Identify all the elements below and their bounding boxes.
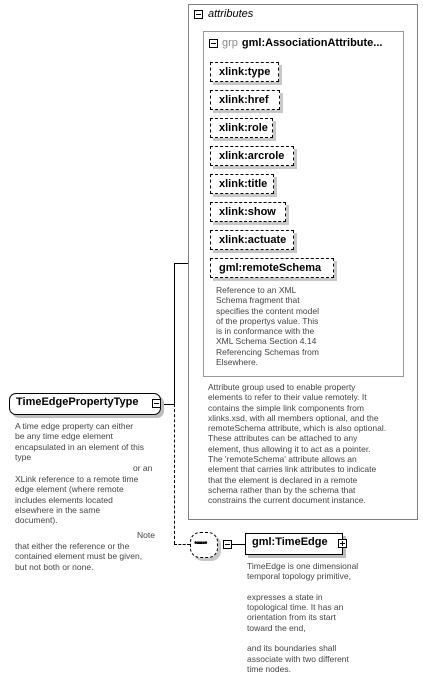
attribute-group-header[interactable]: [222, 37, 382, 49]
time-edge-expand-icon[interactable]: [338, 539, 347, 548]
root-doc-part5: that either the reference or the contained element must be given, but not both or none.: [15, 541, 143, 572]
attribute-group-name: gml:AssociationAttribute...: [241, 37, 383, 49]
root-doc-part2: or an: [133, 463, 153, 473]
root-doc-part1: A time edge property can either be any time edge element encapsulated in an element of this type: [15, 421, 145, 462]
attribute-xlink-href[interactable]: xlink:href: [210, 90, 280, 110]
time-edge-doc: TimeEdge is one dimensional temporal topology primitive, expresses a state in topological time. It has an orientation from its start toward the end, and its boundaries shall associate with two different time nodes.: [247, 561, 359, 674]
attributes-title: attributes: [208, 8, 254, 20]
attribute-xlink-type[interactable]: xlink:type: [210, 62, 279, 82]
connector-attr: [174, 263, 188, 264]
time-edge-property-type-name: TimeEdgePropertyType: [16, 396, 139, 408]
attribute-xlink-arcrole[interactable]: xlink:arcrole: [210, 146, 294, 166]
connector-seq-vertical: [174, 404, 175, 544]
time-edge-element-name: gml:TimeEdge: [252, 536, 328, 548]
connector-root: [162, 404, 174, 405]
sequence-icon: •▪▪▪•: [194, 538, 207, 549]
root-doc-part4: Note: [137, 530, 155, 540]
attributes-collapse-icon[interactable]: [194, 10, 203, 19]
connector-seq: [174, 544, 190, 545]
attribute-group-collapse-icon[interactable]: [209, 39, 218, 48]
attribute-xlink-actuate[interactable]: xlink:actuate: [210, 230, 294, 250]
attribute-gml-remoteschema[interactable]: gml:remoteSchema: [210, 258, 334, 278]
grp-keyword: grp: [222, 37, 238, 49]
connector-element: [232, 544, 245, 545]
attribute-xlink-role[interactable]: xlink:role: [210, 118, 273, 138]
remote-schema-doc: Reference to an XML Schema fragment that specifies the content model of the propertys value. This is in conformance with the XML Schema Section 4.14 Referencing Schemas from Elsewhere.: [216, 285, 320, 368]
attribute-xlink-title[interactable]: xlink:title: [210, 174, 274, 194]
attribute-xlink-show[interactable]: xlink:show: [210, 202, 286, 222]
attribute-group-doc: Attribute group used to enable property elements to refer to their value remotely. It contains the simple link components from xlinks.xsd, with all members optional, and the remoteSchema attribute, which is also optional. These attributes can be attached to any element, thus allowing it to act as a pointer. The 'remoteSchema' attribute allows an element that carries link attributes to indicate that the element is declared in a remote schema rather than by the schema that constrains the current document instance.: [208, 382, 387, 506]
root-collapse-icon[interactable]: [152, 399, 161, 408]
sequence-collapse-icon[interactable]: [223, 540, 232, 549]
connector-attr-vertical: [174, 263, 175, 404]
root-doc-part3: XLink reference to a remote time edge element (where remote includes elements located elsewhere in the same document).: [15, 474, 139, 526]
